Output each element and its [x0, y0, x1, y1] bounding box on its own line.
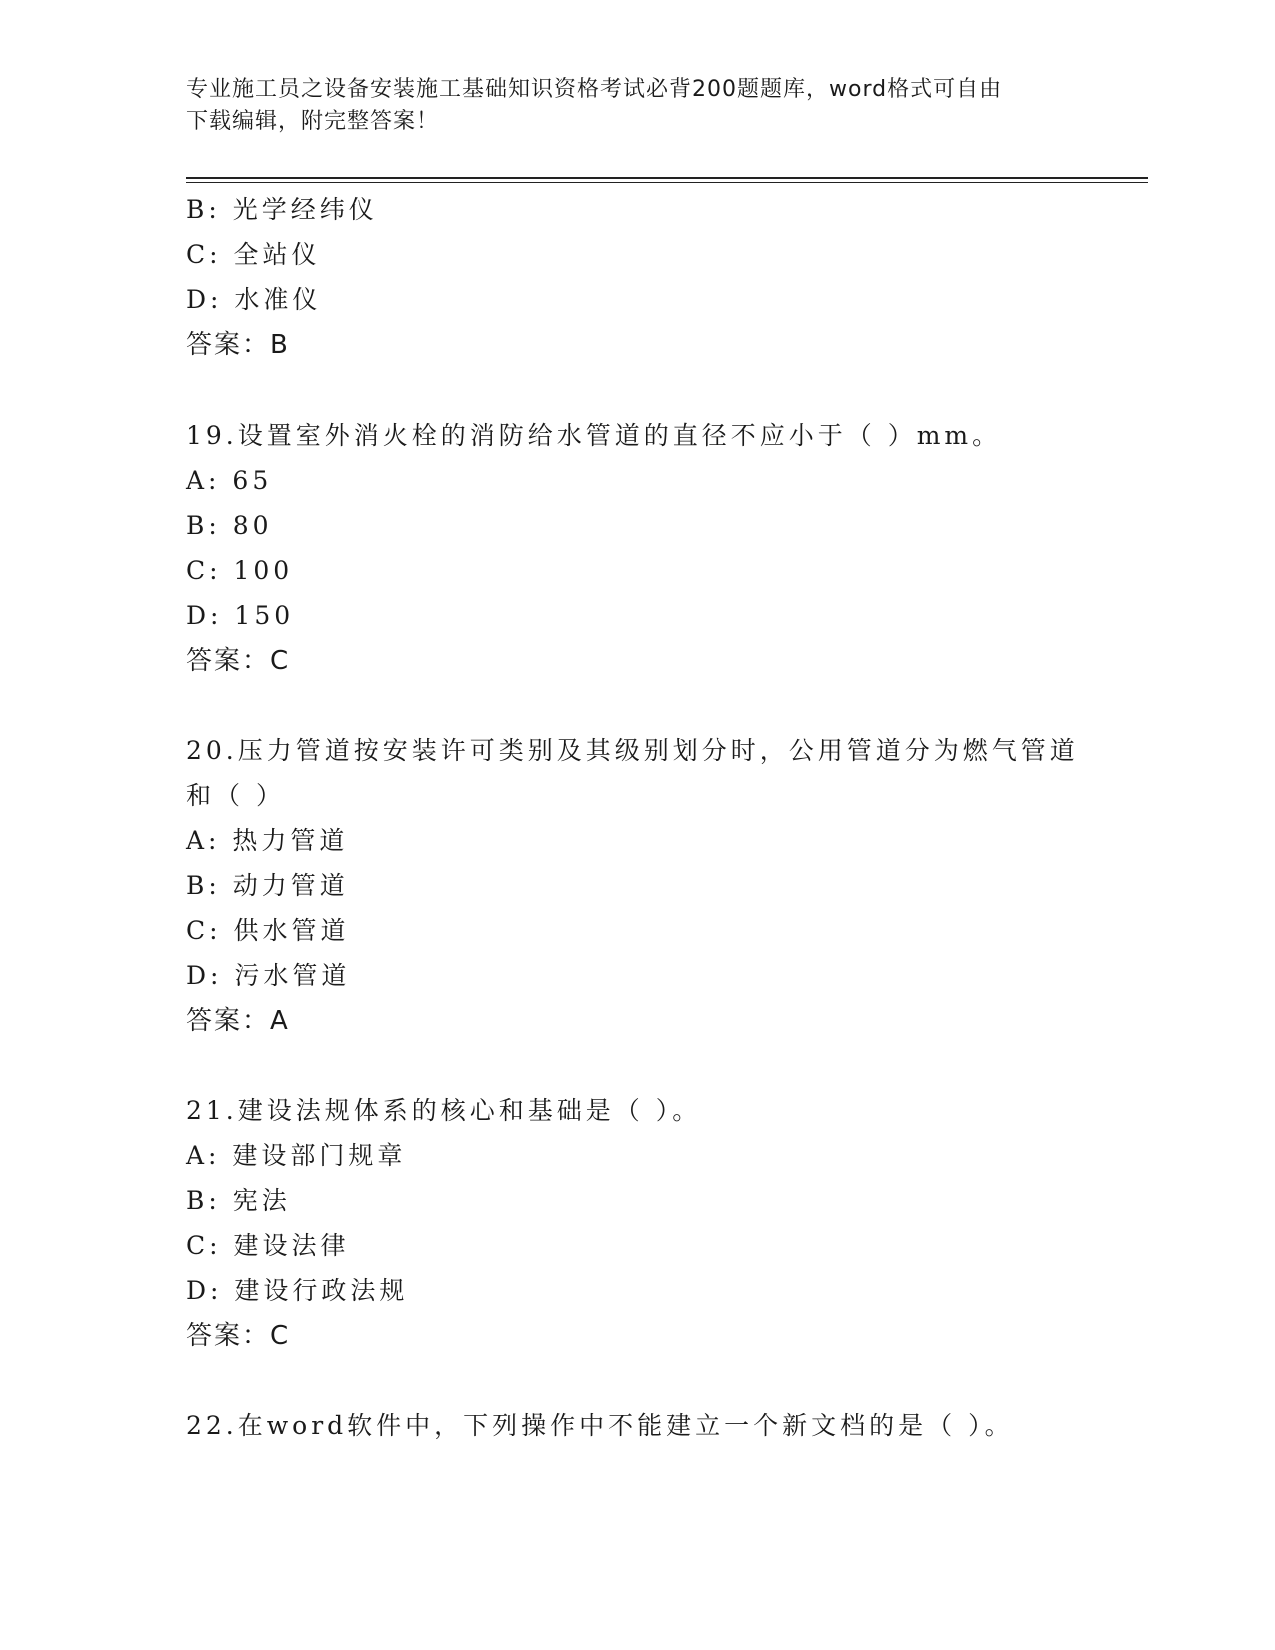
- q18-option-c: C: 全站仪: [186, 240, 321, 269]
- q19-answer: 答案：C: [186, 646, 291, 676]
- q19-option-c: C: 100: [186, 556, 294, 585]
- q18-option-b: B: 光学经纬仪: [186, 195, 378, 224]
- q18-answer: 答案：B: [186, 330, 290, 360]
- q20-question-line-1: 20.压力管道按安装许可类别及其级别划分时，公用管道分为燃气管道: [186, 736, 1079, 765]
- header-rule-thick: [186, 177, 1148, 179]
- q19-question: 19.设置室外消火栓的消防给水管道的直径不应小于（ ）mm。: [186, 421, 1002, 450]
- header-title-line-2: 下载编辑，附完整答案！: [186, 109, 440, 134]
- header-rule-thin: [186, 182, 1148, 183]
- q21-option-a: A: 建设部门规章: [186, 1141, 407, 1170]
- q19-option-a: A: 65: [186, 466, 273, 495]
- q20-option-a: A: 热力管道: [186, 826, 349, 855]
- q20-option-d: D: 污水管道: [186, 961, 351, 990]
- q20-option-b: B: 动力管道: [186, 871, 349, 900]
- q20-option-c: C: 供水管道: [186, 916, 350, 945]
- q19-option-b: B: 80: [186, 511, 273, 540]
- q21-question: 21.建设法规体系的核心和基础是（ ）。: [186, 1096, 702, 1125]
- q21-option-d: D: 建设行政法规: [186, 1276, 409, 1305]
- q20-answer: 答案：A: [186, 1006, 290, 1036]
- q21-option-c: C: 建设法律: [186, 1231, 350, 1260]
- q21-option-b: B: 宪法: [186, 1186, 291, 1215]
- q20-question-line-2: 和（ ）: [186, 781, 285, 810]
- q18-option-d: D: 水准仪: [186, 285, 322, 314]
- header-title-line-1: 专业施工员之设备安装施工基础知识资格考试必背200题题库，word格式可自由: [186, 77, 1003, 102]
- document-header: [186, 74, 1086, 138]
- q21-answer: 答案：C: [186, 1321, 291, 1351]
- q22-question: 22.在word软件中，下列操作中不能建立一个新文档的是（ ）。: [186, 1411, 1014, 1440]
- q19-option-d: D: 150: [186, 601, 295, 630]
